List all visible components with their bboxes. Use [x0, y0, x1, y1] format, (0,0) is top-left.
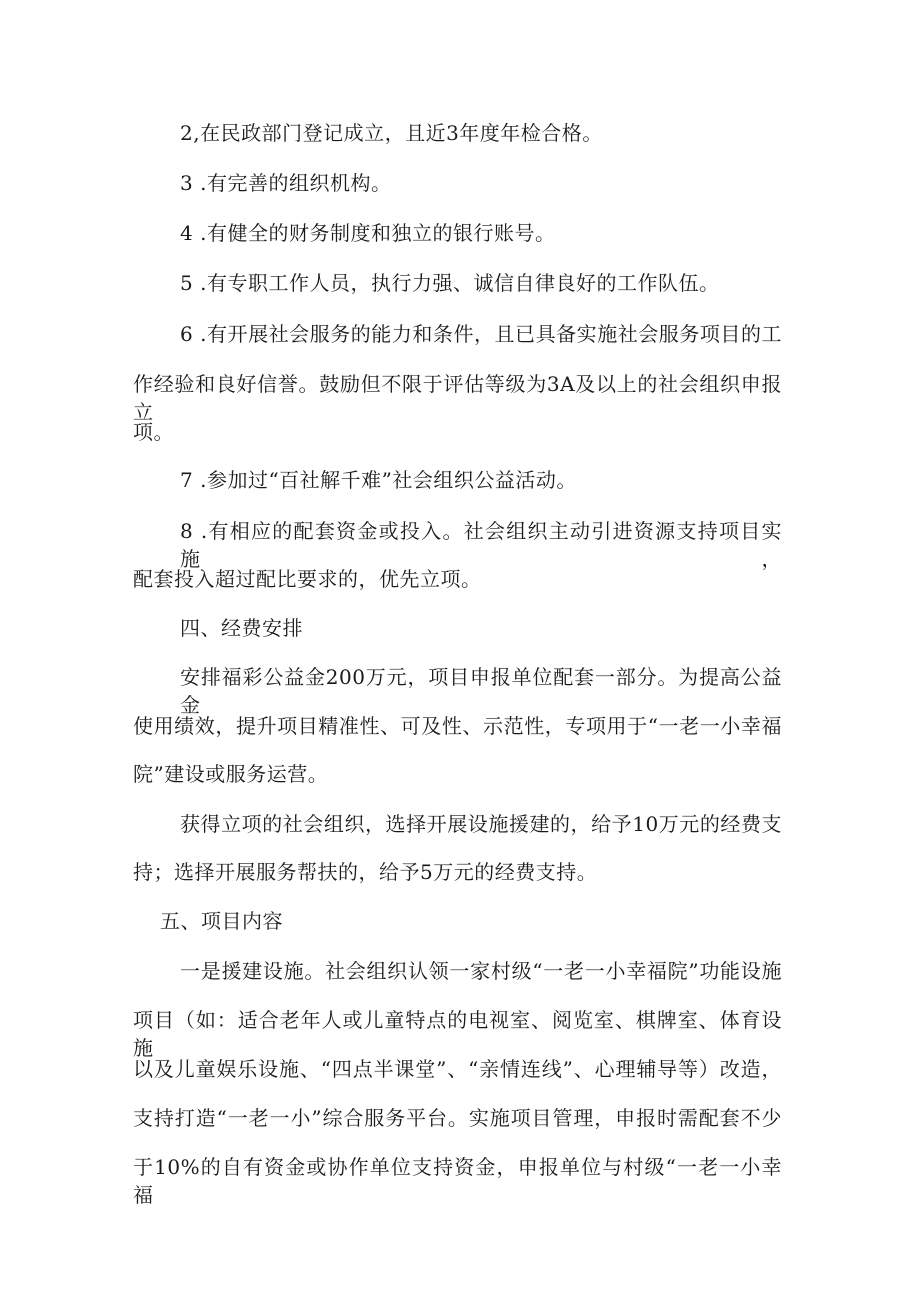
- section-heading-content: 五、项目内容: [160, 909, 283, 933]
- funding-para-1-line-3: 院”建设或服务运营。: [133, 762, 329, 786]
- content-para-line-1: 一是援建设施。社会组织认领一家村级“一老一小幸福院”功能设施: [180, 959, 782, 983]
- funding-para-2-line-2: 持；选择开展服务帮扶的，给予5万元的经费支持。: [133, 860, 598, 884]
- criterion-6-line-2: 作经验和良好信誉。鼓励但不限于评估等级为3A及以上的社会组织申报立: [133, 372, 782, 424]
- content-para-line-2: 项目（如：适合老年人或儿童特点的电视室、阅览室、棋牌室、体育设施: [133, 1008, 782, 1060]
- section-heading-funding: 四、经费安排: [180, 616, 303, 640]
- funding-para-1-line-1: 安排福彩公益金200万元，项目申报单位配套一部分。为提高公益金: [180, 665, 782, 717]
- funding-para-1-line-2: 使用绩效，提升项目精准性、可及性、示范性，专项用于“一老一小幸福: [133, 714, 782, 738]
- content-para-line-5: 于10%的自有资金或协作单位支持资金，申报单位与村级“一老一小幸福: [133, 1155, 782, 1207]
- funding-para-2-line-1: 获得立项的社会组织，选择开展设施援建的，给予10万元的经费支: [180, 812, 782, 836]
- content-para-line-3: 以及儿童娱乐设施、“四点半课堂”、“亲情连线”、心理辅导等）改造，: [133, 1057, 782, 1081]
- criterion-6-line-3: 项。: [133, 420, 174, 444]
- criterion-8-line-1: 8 .有相应的配套资金或投入。社会组织主动引进资源支持项目实施，: [180, 519, 782, 571]
- criterion-4: 4 .有健全的财务制度和独立的银行账号。: [180, 221, 556, 245]
- criterion-7: 7 .参加过“百社解千难”社会组织公益活动。: [180, 468, 577, 492]
- criterion-6-line-1: 6 .有开展社会服务的能力和条件，且已具备实施社会服务项目的工: [180, 322, 782, 346]
- criterion-3: 3 .有完善的组织机构。: [180, 171, 392, 195]
- content-para-line-4: 支持打造“一老一小”综合服务平台。实施项目管理，申报时需配套不少: [133, 1106, 782, 1130]
- criterion-8-line-2: 配套投入超过配比要求的，优先立项。: [133, 567, 482, 591]
- criterion-2: 2,在民政部门登记成立，且近3年度年检合格。: [180, 121, 603, 145]
- criterion-5: 5 .有专职工作人员，执行力强、诚信自律良好的工作队伍。: [180, 271, 720, 295]
